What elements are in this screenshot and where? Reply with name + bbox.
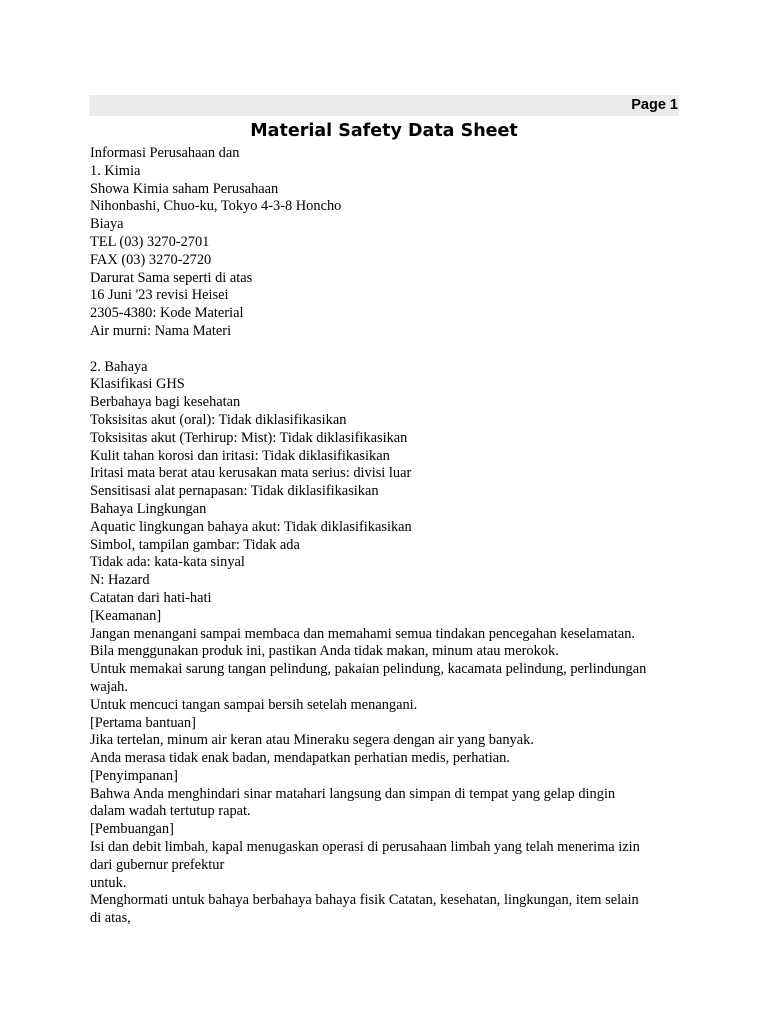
body-line: Sensitisasi alat pernapasan: Tidak diklasifikasikan [90,483,379,500]
body-line: Toksisitas akut (Terhirup: Mist): Tidak diklasifikasikan [90,429,408,446]
page-header-bar [89,95,679,116]
body-line: untuk. [90,874,127,891]
body-line: Iritasi mata berat atau kerusakan mata serius: divisi luar [90,465,412,482]
body-line: Simbol, tampilan gambar: Tidak ada [90,536,300,553]
body-line: Kulit tahan korosi dan iritasi: Tidak diklasifikasikan [90,447,390,464]
page-number: Page 1 [631,97,678,113]
body-line: Berbahaya bagi kesehatan [90,394,241,411]
body-line: Showa Kimia saham Perusahaan [90,180,279,197]
body-line: 2305-4380: Kode Material [90,305,244,322]
body-line: Bahwa Anda menghindari sinar matahari langsung dan simpan di tempat yang gelap dingin [90,785,616,802]
body-line: Jika tertelan, minum air keran atau Mineraku segera dengan air yang banyak. [90,732,534,749]
body-line: [Pembuangan] [90,821,174,838]
body-line: [Keamanan] [90,607,162,624]
body-line: FAX (03) 3270-2720 [90,251,212,268]
body-line: Untuk mencuci tangan sampai bersih setelah menangani. [90,696,418,713]
body-line: Toksisitas akut (oral): Tidak diklasifikasikan [90,411,347,428]
body-line: 1. Kimia [90,162,141,179]
body-line: Darurat Sama seperti di atas [90,269,253,286]
body-line: Biaya [90,216,124,233]
body-line: 2. Bahaya [90,358,148,375]
body-line: Air murni: Nama Materi [90,322,232,339]
body-line: TEL (03) 3270-2701 [90,233,210,250]
document-body [90,145,690,928]
body-line: Informasi Perusahaan dan [90,145,240,161]
body-line: wajah. [90,678,128,695]
body-line: Anda merasa tidak enak badan, mendapatkan perhatian medis, perhatian. [90,750,510,767]
body-line: dari gubernur prefektur [90,856,225,873]
body-line: Bila menggunakan produk ini, pastikan Anda tidak makan, minum atau merokok. [90,643,559,660]
document-title: Material Safety Data Sheet [250,121,518,141]
body-line: 16 Juni '23 revisi Heisei [90,287,229,304]
body-line: [Penyimpanan] [90,767,178,784]
body-line: Bahaya Lingkungan [90,500,207,517]
body-line: Isi dan debit limbah, kapal menugaskan operasi di perusahaan limbah yang telah menerima izin [90,839,640,856]
body-line: Nihonbashi, Chuo-ku, Tokyo 4-3-8 Honcho [90,198,342,215]
body-line [90,341,690,359]
body-line: N: Hazard [90,572,150,589]
body-line: Jangan menangani sampai membaca dan memahami semua tindakan pencegahan keselamatan. [90,625,636,642]
body-line: Aquatic lingkungan bahaya akut: Tidak diklasifikasikan [90,518,412,535]
body-line: Menghormati untuk bahaya berbahaya bahaya fisik Catatan, kesehatan, lingkungan, item selain [90,892,639,909]
body-line: di atas, [90,910,131,927]
body-line: Tidak ada: kata-kata sinyal [90,554,245,571]
body-line: Untuk memakai sarung tangan pelindung, pakaian pelindung, kacamata pelindung, perlindungan [90,661,647,678]
body-line: [Pertama bantuan] [90,714,196,731]
body-line: Catatan dari hati-hati [90,589,212,606]
body-line: dalam wadah tertutup rapat. [90,803,251,820]
body-line: Klasifikasi GHS [90,376,185,393]
